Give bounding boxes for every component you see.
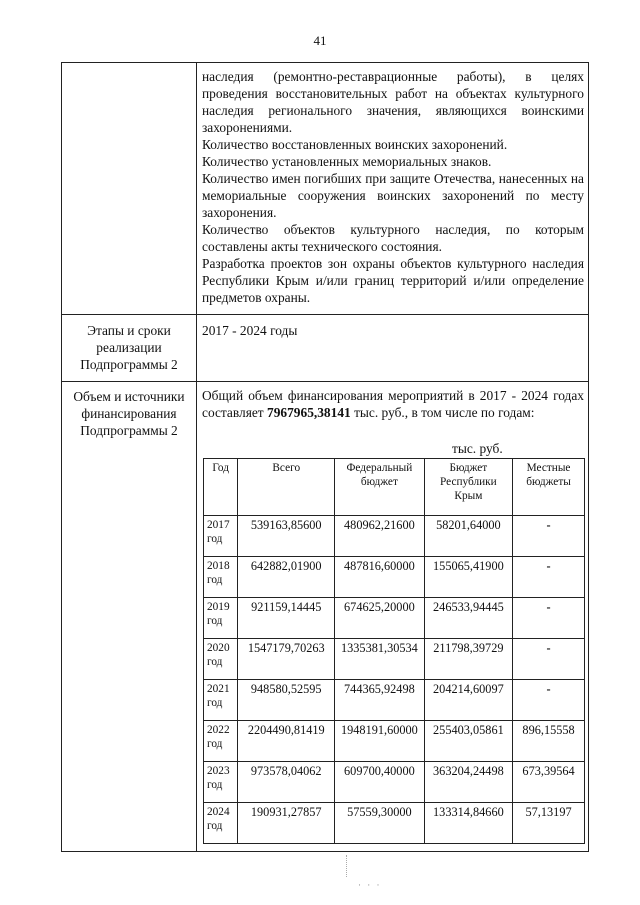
cell-year: 2021 год (204, 680, 238, 721)
stages-label: Этапы и сроки реализации Подпрограммы 2 (80, 323, 178, 372)
cell-federal: 480962,21600 (335, 516, 425, 557)
table-row (204, 557, 585, 598)
financing-table (203, 458, 585, 844)
cell-republic: 211798,39729 (424, 639, 512, 680)
column-header-year: Год (204, 459, 238, 516)
indicator-text: Количество объектов культурного наследия, по которым составлены акты технического состояния. (202, 222, 584, 254)
cell-total: 921159,14445 (238, 598, 335, 639)
scan-mark (346, 855, 351, 877)
cell-year: 2019 год (204, 598, 238, 639)
cell-republic: 246533,94445 (424, 598, 512, 639)
cell-republic: 155065,41900 (424, 557, 512, 598)
cell-year: 2020 год (204, 639, 238, 680)
table-row (204, 639, 585, 680)
finance-description (202, 387, 584, 421)
cell-year: 2024 год (204, 803, 238, 844)
cell-local: - (513, 516, 585, 557)
indicator-text: наследия (ремонтно-реставрационные работы), в целях проведения восстановительных работ на объектах культурного наследия регионального значения, являющихся воинскими захоронениями. (202, 69, 584, 135)
cell-total: 2204490,81419 (238, 721, 335, 762)
cell-republic: 204214,60097 (424, 680, 512, 721)
heritage-indicators (202, 68, 584, 306)
finance-text-before: Общий объем финансирования мероприятий в 2017 - 2024 годах составляет (202, 388, 584, 420)
cell-federal: 1948191,60000 (335, 721, 425, 762)
scan-dots: · · · (358, 880, 382, 890)
page-number: 41 (313, 33, 327, 48)
cell-total: 642882,01900 (238, 557, 335, 598)
cell-year: 2022 год (204, 721, 238, 762)
cell-republic: 133314,84660 (424, 803, 512, 844)
cell-total: 948580,52595 (238, 680, 335, 721)
table-row (204, 721, 585, 762)
cell-federal: 487816,60000 (335, 557, 425, 598)
cell-total: 539163,85600 (238, 516, 335, 557)
cell-republic: 255403,05861 (424, 721, 512, 762)
cell-year: 2018 год (204, 557, 238, 598)
stages-value: 2017 - 2024 годы (202, 323, 298, 338)
row-divider (62, 314, 588, 315)
cell-federal: 1335381,30534 (335, 639, 425, 680)
cell-total: 1547179,70263 (238, 639, 335, 680)
cell-federal: 609700,40000 (335, 762, 425, 803)
column-header-total: Всего (238, 459, 335, 516)
indicator-text: Разработка проектов зон охраны объектов культурного наследия Республики Крым и/или границ территорий и/или определение предметов охраны. (202, 256, 584, 305)
table-row (204, 803, 585, 844)
finance-text-after: тыс. руб., в том числе по годам: (350, 405, 535, 420)
indicator-text: Количество восстановленных воинских захоронений. (202, 137, 508, 152)
cell-local: - (513, 639, 585, 680)
table-row (204, 762, 585, 803)
passport-table (61, 62, 589, 852)
column-header-republic: Бюджет Республики Крым (424, 459, 512, 516)
table-header-row (204, 459, 585, 516)
table-row (204, 598, 585, 639)
cell-local: - (513, 598, 585, 639)
indicator-text: Количество установленных мемориальных знаков. (202, 154, 492, 169)
cell-republic: 363204,24498 (424, 762, 512, 803)
cell-local: - (513, 557, 585, 598)
cell-local: 896,15558 (513, 721, 585, 762)
cell-local: 57,13197 (513, 803, 585, 844)
cell-total: 973578,04062 (238, 762, 335, 803)
finance-total: 7967965,38141 (267, 405, 351, 420)
cell-federal: 57559,30000 (335, 803, 425, 844)
row-divider (62, 381, 588, 382)
cell-republic: 58201,64000 (424, 516, 512, 557)
cell-year: 2023 год (204, 762, 238, 803)
cell-year: 2017 год (204, 516, 238, 557)
cell-federal: 674625,20000 (335, 598, 425, 639)
cell-local: - (513, 680, 585, 721)
indicator-text: Количество имен погибших при защите Отечества, нанесенных на мемориальные сооружения воинских захоронений по месту захоронения. (202, 171, 584, 220)
finance-label: Объем и источники финансирования Подпрограммы 2 (73, 389, 185, 438)
table-row (204, 680, 585, 721)
table-row (204, 516, 585, 557)
cell-total: 190931,27857 (238, 803, 335, 844)
cell-federal: 744365,92498 (335, 680, 425, 721)
cell-local: 673,39564 (513, 762, 585, 803)
column-divider (196, 63, 197, 851)
units-label: тыс. руб. (452, 441, 503, 456)
column-header-local: Местные бюджеты (513, 459, 585, 516)
column-header-federal: Федеральный бюджет (335, 459, 425, 516)
